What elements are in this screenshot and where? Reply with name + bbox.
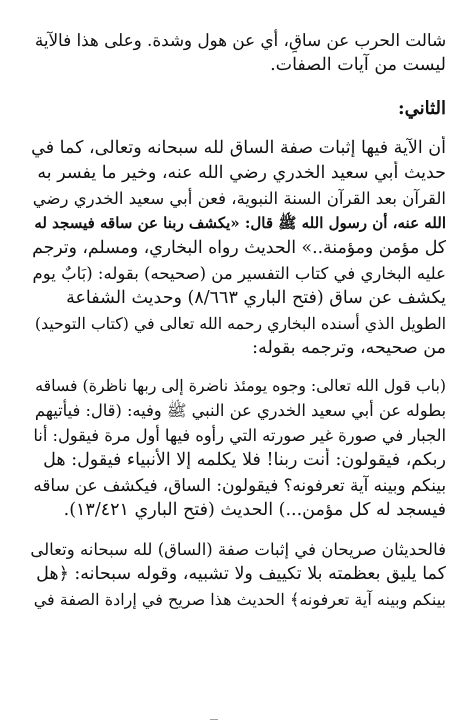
text-line: شالت الحرب عن ساقٍ، أي عن هول وشدة. وعلى هذا فالآية xyxy=(34,30,446,50)
text-line: القرآن بعد القرآن السنة النبوية، فعن أبي سعيد الخدري رضي xyxy=(32,189,446,208)
text-line: فالحديثان صريحان في إثبات صفة (الساق) لله سبحانه وتعالى xyxy=(30,540,446,559)
text-line: الجبار في صورة غير صورته التي رأوه فيها أول مرة فيقول: أنا xyxy=(33,426,446,445)
text-line: فيسجد له كل مؤمن...) الحديث (فتح الباري ١٣/٤٢١). xyxy=(63,500,446,520)
text-line: يكشف عن ساق (فتح الباري ٨/٦٦٣) وحديث الشفاعة xyxy=(66,288,446,308)
text-line: ليست من آيات الصفات. xyxy=(270,55,446,75)
text-line: الطويل الذي أسنده البخاري رحمه الله تعالى في (كتاب التوحيد) xyxy=(34,314,446,333)
text-line: أن الآية فيها إثبات صفة الساق لله سبحانه وتعالى، كما في xyxy=(31,138,446,158)
text-line: كل مؤمن ومؤمنة..» الحديث رواه البخاري، ومسلم، وترجم xyxy=(32,238,446,258)
hadith-quote xyxy=(30,373,446,523)
text-line: ربكم، فيقولون: أنت ربنا! فلا يكلمه إلا الأنبياء فيقول: هل xyxy=(43,450,446,470)
text-line: الله عنه، أن رسول الله ﷺ قال: «يكشف ربنا عن ساقه فيسجد له xyxy=(34,214,446,232)
text-line: بينكم وبينه آية تعرفونه﴾ الحديث هذا صريح في إرادة الصفة في xyxy=(33,590,446,609)
paragraph-conclusion xyxy=(30,537,446,612)
text-line: عليه البخاري في كتاب التفسير من (صحيحه) بقوله: (بَابٌ يوم xyxy=(32,264,446,283)
page-edge-mark xyxy=(210,719,218,724)
text-line: من صحيحه، وترجمه بقوله: xyxy=(252,338,446,358)
paragraph-intro xyxy=(30,28,446,78)
text-line: كما يليق بعظمته بلا تكييف ولا تشبيه، وقوله سبحانه: ﴿هل xyxy=(36,564,446,584)
paragraph-second-view xyxy=(30,136,446,361)
text-line: (باب قول الله تعالى: وجوه يومئذ ناضرة إلى ربها ناظرة) فساقه xyxy=(35,376,446,395)
text-line: بطوله عن أبي سعيد الخدري عن النبي ﷺ وفيه: (قال: فيأتيهم xyxy=(34,401,446,420)
text-line: حديث أبي سعيد الخدري رضي الله عنه، وخير ما يفسر به xyxy=(37,163,446,183)
section-heading: الثاني: xyxy=(397,98,446,119)
text-line: بينكم وبينه آية تعرفونه؟ فيقولون: الساق، فيكشف عن ساقه xyxy=(33,475,446,495)
